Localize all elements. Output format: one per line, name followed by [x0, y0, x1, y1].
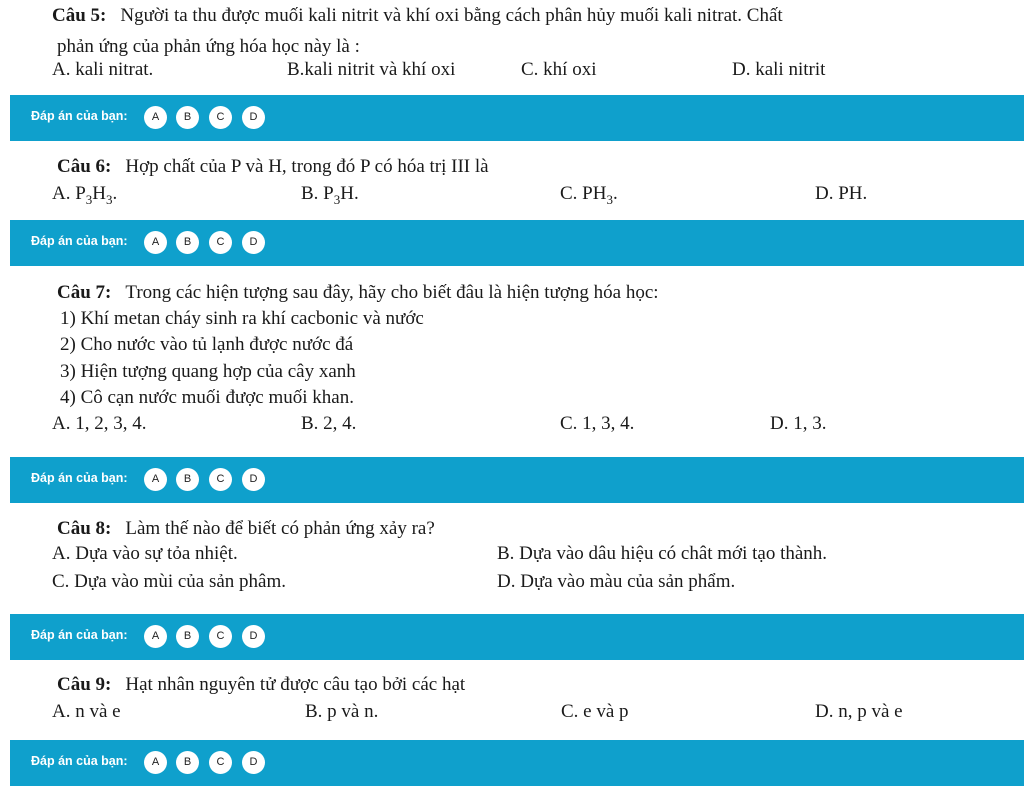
- formula-part: H: [92, 183, 107, 204]
- choice-b-button[interactable]: B: [176, 231, 199, 254]
- question-5-option-d: D. kali nitrit: [732, 59, 826, 80]
- question-5-label: Câu 5:: [52, 5, 107, 26]
- choice-b-button[interactable]: B: [176, 625, 199, 648]
- question-8-option-d: D. Dựa vào màu của sản phẩm.: [497, 571, 736, 592]
- choice-a-button[interactable]: A: [144, 751, 167, 774]
- choice-d-button[interactable]: D: [242, 231, 265, 254]
- formula-part: A. P: [52, 183, 86, 204]
- choice-a-button[interactable]: A: [144, 231, 167, 254]
- answer-bar-label: Đáp án của bạn:: [31, 754, 128, 768]
- question-7-option-d: D. 1, 3.: [770, 413, 827, 434]
- question-5-option-b: B.kali nitrit và khí oxi: [287, 59, 456, 80]
- question-8-text: Làm thế nào để biết có phản ứng xảy ra?: [125, 518, 435, 539]
- question-9-line: [57, 673, 465, 697]
- question-7-item-1: 1) Khí metan cháy sinh ra khí cacbonic và nước: [60, 308, 424, 329]
- question-6-option-c: [560, 182, 618, 206]
- choice-a-button[interactable]: A: [144, 106, 167, 129]
- formula-part: H.: [340, 183, 359, 204]
- question-5-text-2: phản ứng của phản ứng hóa học này là :: [57, 36, 360, 57]
- question-5-option-c: C. khí oxi: [521, 59, 597, 80]
- question-9-option-d: D. n, p và e: [815, 701, 903, 722]
- answer-bar-q5: [10, 95, 1024, 141]
- choice-d-button[interactable]: D: [242, 106, 265, 129]
- question-7-label: Câu 7:: [57, 282, 112, 303]
- answer-bar-q9: [10, 740, 1024, 786]
- choice-b-button[interactable]: B: [176, 468, 199, 491]
- answer-bar-q6: [10, 220, 1024, 266]
- formula-subscript: 3: [85, 191, 93, 207]
- answer-bar-label: Đáp án của bạn:: [31, 471, 128, 485]
- choice-d-button[interactable]: D: [242, 751, 265, 774]
- question-6-option-b: [301, 182, 359, 206]
- question-9-option-c: C. e và p: [561, 701, 629, 722]
- answer-bar-q8: [10, 614, 1024, 660]
- question-5-option-a: A. kali nitrat.: [52, 59, 154, 80]
- choice-a-button[interactable]: A: [144, 625, 167, 648]
- choice-c-button[interactable]: C: [209, 625, 232, 648]
- choice-b-button[interactable]: B: [176, 106, 199, 129]
- question-8-option-c: C. Dựa vào mùi của sản phâm.: [52, 571, 287, 592]
- question-5-line-1: [52, 4, 783, 28]
- question-7-line: [57, 281, 659, 305]
- question-7-option-b: B. 2, 4.: [301, 413, 357, 434]
- question-7-option-a: A. 1, 2, 3, 4.: [52, 413, 147, 434]
- choice-c-button[interactable]: C: [209, 106, 232, 129]
- question-6-line: [57, 155, 489, 179]
- question-9-option-a: A. n và e: [52, 701, 121, 722]
- question-7-text: Trong các hiện tượng sau đây, hãy cho biết đâu là hiện tượng hóa học:: [125, 282, 659, 303]
- question-8-option-a: A. Dựa vào sự tỏa nhiệt.: [52, 543, 238, 564]
- choice-a-button[interactable]: A: [144, 468, 167, 491]
- answer-bar-label: Đáp án của bạn:: [31, 234, 128, 248]
- question-6-option-d: D. PH.: [815, 183, 868, 204]
- choice-c-button[interactable]: C: [209, 751, 232, 774]
- answer-bar-label: Đáp án của bạn:: [31, 109, 128, 123]
- question-7-item-4: 4) Cô cạn nước muối được muối khan.: [60, 387, 354, 408]
- choice-c-button[interactable]: C: [209, 231, 232, 254]
- formula-part: .: [612, 183, 618, 204]
- formula-part: .: [112, 183, 118, 204]
- question-5-text-1: Người ta thu được muối kali nitrit và khí oxi bằng cách phân hủy muối kali nitrat. Chất: [120, 5, 783, 26]
- formula-part: B. P: [301, 183, 334, 204]
- formula-part: C. PH: [560, 183, 607, 204]
- choice-d-button[interactable]: D: [242, 468, 265, 491]
- question-9-label: Câu 9:: [57, 674, 112, 695]
- formula-subscript: 3: [606, 191, 613, 207]
- answer-bar-label: Đáp án của bạn:: [31, 628, 128, 642]
- question-9-text: Hạt nhân nguyên tử được câu tạo bởi các hạt: [125, 674, 466, 695]
- formula-subscript: 3: [333, 191, 341, 207]
- answer-bar-q7: [10, 457, 1024, 503]
- choice-b-button[interactable]: B: [176, 751, 199, 774]
- question-8-line: [57, 517, 435, 541]
- question-6-label: Câu 6:: [57, 156, 112, 177]
- question-9-option-b: B. p và n.: [305, 701, 379, 722]
- question-6-option-a: [52, 182, 117, 206]
- question-6-text: Hợp chất của P và H, trong đó P có hóa trị III là: [125, 156, 489, 177]
- question-8-label: Câu 8:: [57, 518, 112, 539]
- question-7-item-3: 3) Hiện tượng quang hợp của cây xanh: [60, 361, 356, 382]
- question-7-option-c: C. 1, 3, 4.: [560, 413, 635, 434]
- question-8-option-b: B. Dựa vào dâu hiệu có chât mới tạo thành.: [497, 543, 828, 564]
- question-7-item-2: 2) Cho nước vào tủ lạnh được nước đá: [60, 334, 354, 355]
- formula-subscript: 3: [106, 191, 113, 207]
- choice-c-button[interactable]: C: [209, 468, 232, 491]
- choice-d-button[interactable]: D: [242, 625, 265, 648]
